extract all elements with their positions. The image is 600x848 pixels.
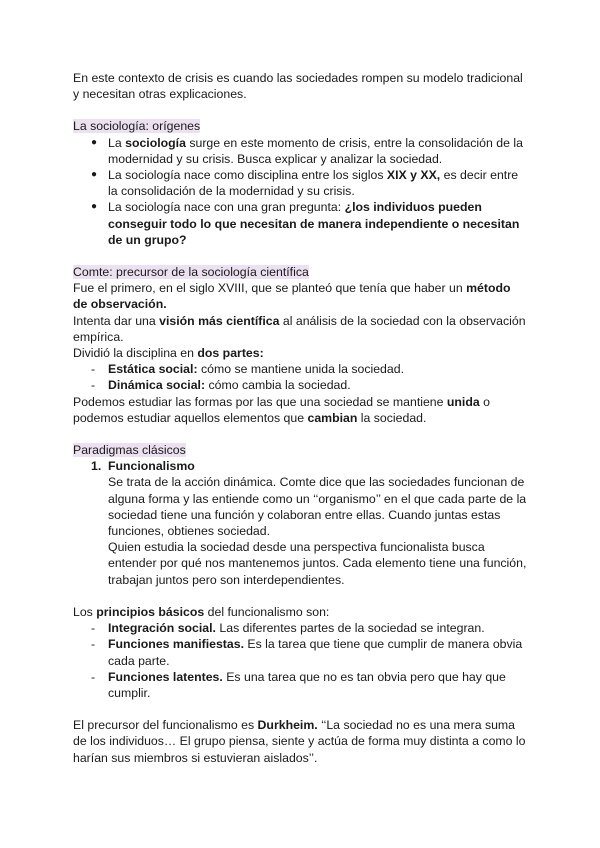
list-item	[73, 458, 528, 588]
list-item: - Dinámica social: cómo cambia la sociedad.	[73, 377, 528, 393]
list-item: ● La sociología nace como disciplina entre los siglos XIX y XX, es decir entre la consolidación de la modernidad y su crisis.	[73, 167, 528, 199]
paradigmas-numbered-list	[73, 458, 528, 588]
principios-dash-list	[73, 620, 528, 701]
item-paragraph-2: Quien estudia la sociedad desde una perspectiva funcionalista busca entender por qué nos mantenemos juntos. Cada elemento tiene una función, trabajan juntos pero son interdependientes.	[108, 540, 527, 587]
list-item: ● La sociología surge en este momento de crisis, entre la consolidación de la modernidad y su crisis. Busca explicar y analizar la sociedad.	[73, 135, 528, 167]
durkheim-paragraph: El precursor del funcionalismo es Durkheim. ‘‘La sociedad no es una mera suma de los individuos… El grupo piensa, siente y actúa de forma muy distinta a como lo harían sus miembros si estuvieran aislados’’.	[73, 718, 526, 765]
heading-paradigmas: Paradigmas clásicos	[73, 443, 186, 458]
list-item: - Integración social. Las diferentes partes de la sociedad se integran.	[73, 620, 528, 636]
heading-comte: Comte: precursor de la sociología científica	[73, 265, 309, 280]
list-item: - Funciones manifiestas. Es la tarea que tiene que cumplir de manera obvia cada parte.	[73, 636, 528, 668]
list-item: - Estática social: cómo se mantiene unida la sociedad.	[73, 361, 528, 377]
intro-paragraph: En este contexto de crisis es cuando las sociedades rompen su modelo tradicional y necesitan otras explicaciones.	[73, 71, 523, 102]
sociologia-bullet-list	[73, 135, 528, 248]
comte-paragraph-3: Dividió la disciplina en dos partes:	[73, 346, 264, 361]
comte-dash-list	[73, 361, 528, 393]
comte-paragraph-2: Intenta dar una visión más científica al análisis de la sociedad con la observación empírica.	[73, 313, 526, 344]
list-item: ● La sociología nace con una gran pregunta: ¿los individuos pueden conseguir todo lo que necesitan de manera independiente o necesitan de un grupo?	[73, 199, 528, 248]
heading-sociologia: La sociología: orígenes	[73, 119, 201, 134]
comte-paragraph-4: Podemos estudiar las formas por las que una sociedad se mantiene unida o podemos estudiar aquellos elementos que cambian la sociedad.	[73, 394, 490, 425]
comte-paragraph-1: Fue el primero, en el siglo XVIII, que se planteó que tenía que haber un método de observación.	[73, 281, 511, 312]
item-title: Funcionalismo	[108, 459, 195, 474]
principios-paragraph: Los principios básicos del funcionalismo son:	[73, 604, 330, 619]
item-paragraph-1: Se trata de la acción dinámica. Comte dice que las sociedades funcionan de alguna forma y las entiende como un ‘‘organismo’’ en el que cada parte de la sociedad tiene una función y colaboran entre ellas. Cuando juntas estas funciones, obtienes sociedad.	[108, 475, 527, 539]
list-marker: 1.	[91, 459, 102, 474]
list-item: - Funciones latentes. Es una tarea que no es tan obvia pero que hay que cumplir.	[73, 669, 528, 701]
